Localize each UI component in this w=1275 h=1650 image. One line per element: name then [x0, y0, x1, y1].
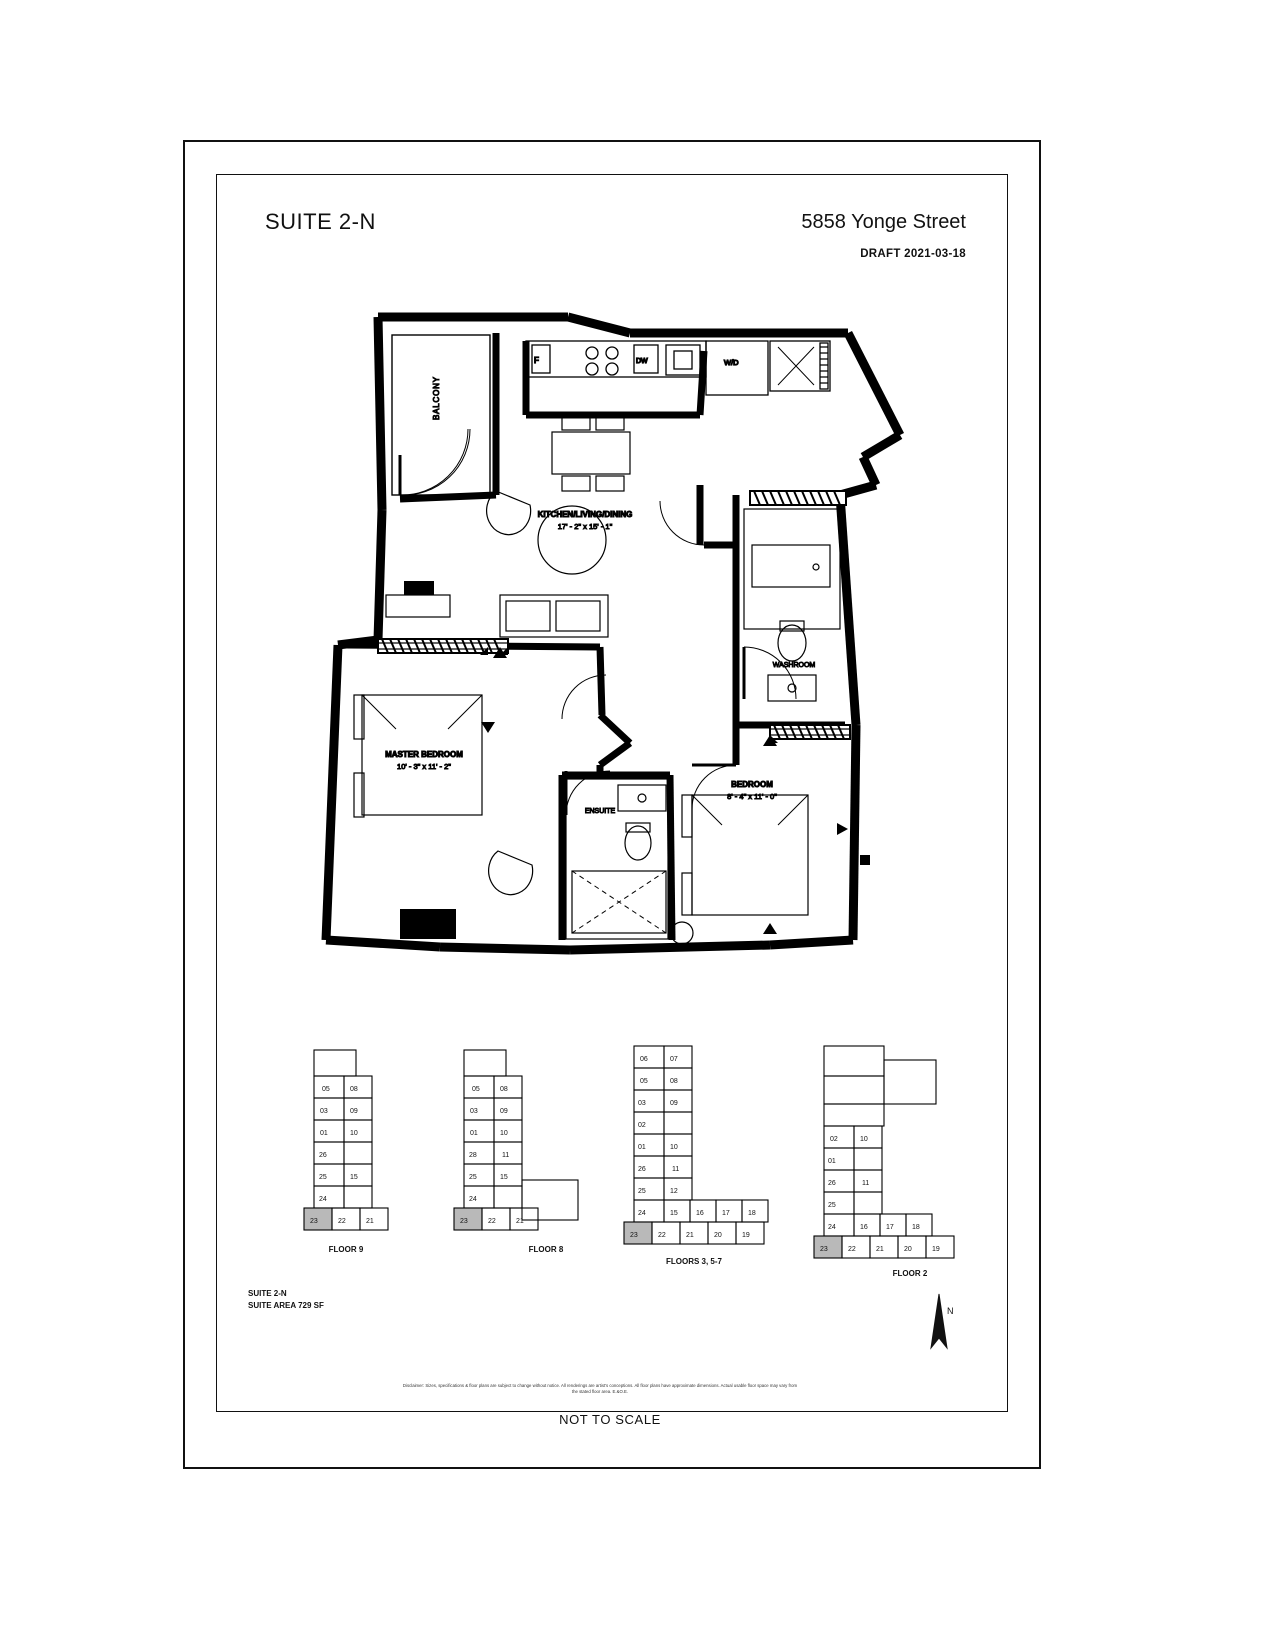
key-plan-unit-highlight	[304, 1208, 332, 1230]
svg-text:09: 09	[350, 1108, 358, 1115]
svg-text:22: 22	[488, 1218, 496, 1225]
svg-text:10: 10	[670, 1144, 678, 1151]
svg-text:18: 18	[748, 1210, 756, 1217]
room-label-ensuite: ENSUITE	[584, 808, 616, 815]
svg-text:26: 26	[319, 1152, 327, 1159]
svg-text:24: 24	[469, 1196, 477, 1203]
balcony	[392, 335, 490, 495]
dining-set	[552, 415, 630, 491]
svg-text:05: 05	[640, 1078, 648, 1085]
svg-text:01: 01	[828, 1158, 836, 1165]
room-label-bedroom: BEDROOM	[731, 780, 773, 789]
svg-text:08: 08	[670, 1078, 678, 1085]
svg-text:21: 21	[366, 1218, 374, 1225]
svg-text:19: 19	[742, 1232, 750, 1239]
north-label: N	[947, 1306, 954, 1316]
svg-text:25: 25	[469, 1174, 477, 1181]
page-title: SUITE 2-N	[265, 209, 376, 234]
svg-text:23: 23	[310, 1218, 318, 1225]
svg-text:10: 10	[350, 1130, 358, 1137]
svg-text:22: 22	[338, 1218, 346, 1225]
room-label-master-bedroom: MASTER BEDROOM	[385, 750, 463, 759]
key-plan-floor-2	[814, 1046, 954, 1278]
svg-text:21: 21	[876, 1246, 884, 1253]
key-plan-floors-3-5-7	[624, 1046, 768, 1266]
svg-text:11: 11	[502, 1152, 510, 1159]
svg-text:03: 03	[320, 1108, 328, 1115]
key-plan-caption: FLOOR 9	[328, 1245, 364, 1254]
suite-area-line-1: SUITE 2-N	[248, 1289, 287, 1298]
svg-text:02: 02	[830, 1136, 838, 1143]
orientation-arrows	[481, 647, 848, 934]
svg-text:24: 24	[828, 1224, 836, 1231]
room-label-balcony: BALCONY	[432, 376, 441, 420]
svg-text:01: 01	[470, 1130, 478, 1137]
svg-text:F: F	[534, 356, 539, 365]
svg-text:08: 08	[350, 1086, 358, 1093]
svg-text:05: 05	[472, 1086, 480, 1093]
not-to-scale-note: NOT TO SCALE	[559, 1412, 661, 1427]
room-dims-bedroom: 8' - 4" x 11' - 0"	[727, 792, 777, 801]
svg-text:16: 16	[696, 1210, 704, 1217]
svg-text:12: 12	[670, 1188, 678, 1195]
svg-text:20: 20	[714, 1232, 722, 1239]
suite-area-line-2: SUITE AREA 729 SF	[248, 1300, 324, 1310]
window-glazing	[378, 491, 850, 739]
north-arrow	[905, 1290, 975, 1360]
room-dims-master-bedroom: 10' - 3" x 11' - 2"	[397, 762, 451, 771]
appliance-label-dw: DW	[636, 358, 648, 365]
svg-text:11: 11	[862, 1180, 870, 1187]
svg-text:15: 15	[500, 1174, 508, 1181]
appliance-label-wd: W/D	[724, 358, 739, 367]
svg-text:21: 21	[516, 1218, 524, 1225]
svg-text:28: 28	[469, 1152, 477, 1159]
svg-text:24: 24	[638, 1210, 646, 1217]
bedroom-furniture	[671, 729, 850, 944]
key-plan-caption: FLOORS 3, 5-7	[665, 1257, 723, 1266]
svg-text:07: 07	[670, 1056, 678, 1063]
unit-floor-plan	[300, 295, 960, 975]
svg-text:11: 11	[672, 1166, 680, 1173]
svg-text:15: 15	[670, 1210, 678, 1217]
svg-text:25: 25	[638, 1188, 646, 1195]
svg-text:16: 16	[860, 1224, 868, 1231]
svg-text:06: 06	[640, 1056, 648, 1063]
ensuite-fixtures	[566, 771, 668, 939]
svg-text:24: 24	[319, 1196, 327, 1203]
structural-columns	[400, 855, 870, 939]
svg-text:02: 02	[638, 1122, 646, 1129]
svg-text:21: 21	[686, 1232, 694, 1239]
svg-text:10: 10	[500, 1130, 508, 1137]
svg-text:25: 25	[828, 1202, 836, 1209]
key-plan-caption: FLOOR 8	[528, 1245, 564, 1254]
svg-text:23: 23	[630, 1232, 638, 1239]
key-plan-floor-9	[304, 1050, 388, 1254]
draft-date: DRAFT 2021-03-18	[860, 248, 966, 260]
svg-text:08: 08	[500, 1086, 508, 1093]
svg-text:15: 15	[350, 1174, 358, 1181]
svg-text:23: 23	[460, 1218, 468, 1225]
room-dims-kld: 17' - 2" x 15' - 1"	[557, 522, 613, 531]
room-label-kld: KITCHEN/LIVING/DINING	[537, 510, 633, 519]
svg-text:03: 03	[470, 1108, 478, 1115]
svg-text:17: 17	[886, 1224, 894, 1231]
svg-text:20: 20	[904, 1246, 912, 1253]
svg-text:03: 03	[638, 1100, 646, 1107]
key-plan-caption: FLOOR 2	[892, 1269, 928, 1278]
kitchen	[526, 341, 830, 395]
key-plan-floor-8	[454, 1050, 578, 1254]
room-label-washroom: WASHROOM	[772, 662, 816, 669]
svg-text:25: 25	[319, 1174, 327, 1181]
svg-text:26: 26	[828, 1180, 836, 1187]
svg-text:10: 10	[860, 1136, 868, 1143]
svg-text:09: 09	[500, 1108, 508, 1115]
disclaimer-text: Disclaimer: Sizes, specifications & floor plans are subject to change without notice. All renderings are artist's conceptions. All floor plans have approximate dimensions. Actual usable floor space may vary from the stated floor area. E.&O.E.	[402, 1383, 798, 1395]
svg-text:23: 23	[820, 1246, 828, 1253]
key-plans	[290, 1040, 970, 1280]
svg-text:18: 18	[912, 1224, 920, 1231]
suite-area-note	[248, 1288, 324, 1311]
svg-text:01: 01	[320, 1130, 328, 1137]
svg-text:05: 05	[322, 1086, 330, 1093]
svg-text:01: 01	[638, 1144, 646, 1151]
svg-text:17: 17	[722, 1210, 730, 1217]
svg-text:19: 19	[932, 1246, 940, 1253]
svg-text:22: 22	[658, 1232, 666, 1239]
svg-text:22: 22	[848, 1246, 856, 1253]
project-address: 5858 Yonge Street	[801, 211, 966, 233]
svg-text:09: 09	[670, 1100, 678, 1107]
svg-text:26: 26	[638, 1166, 646, 1173]
washroom-fixtures	[744, 509, 840, 701]
